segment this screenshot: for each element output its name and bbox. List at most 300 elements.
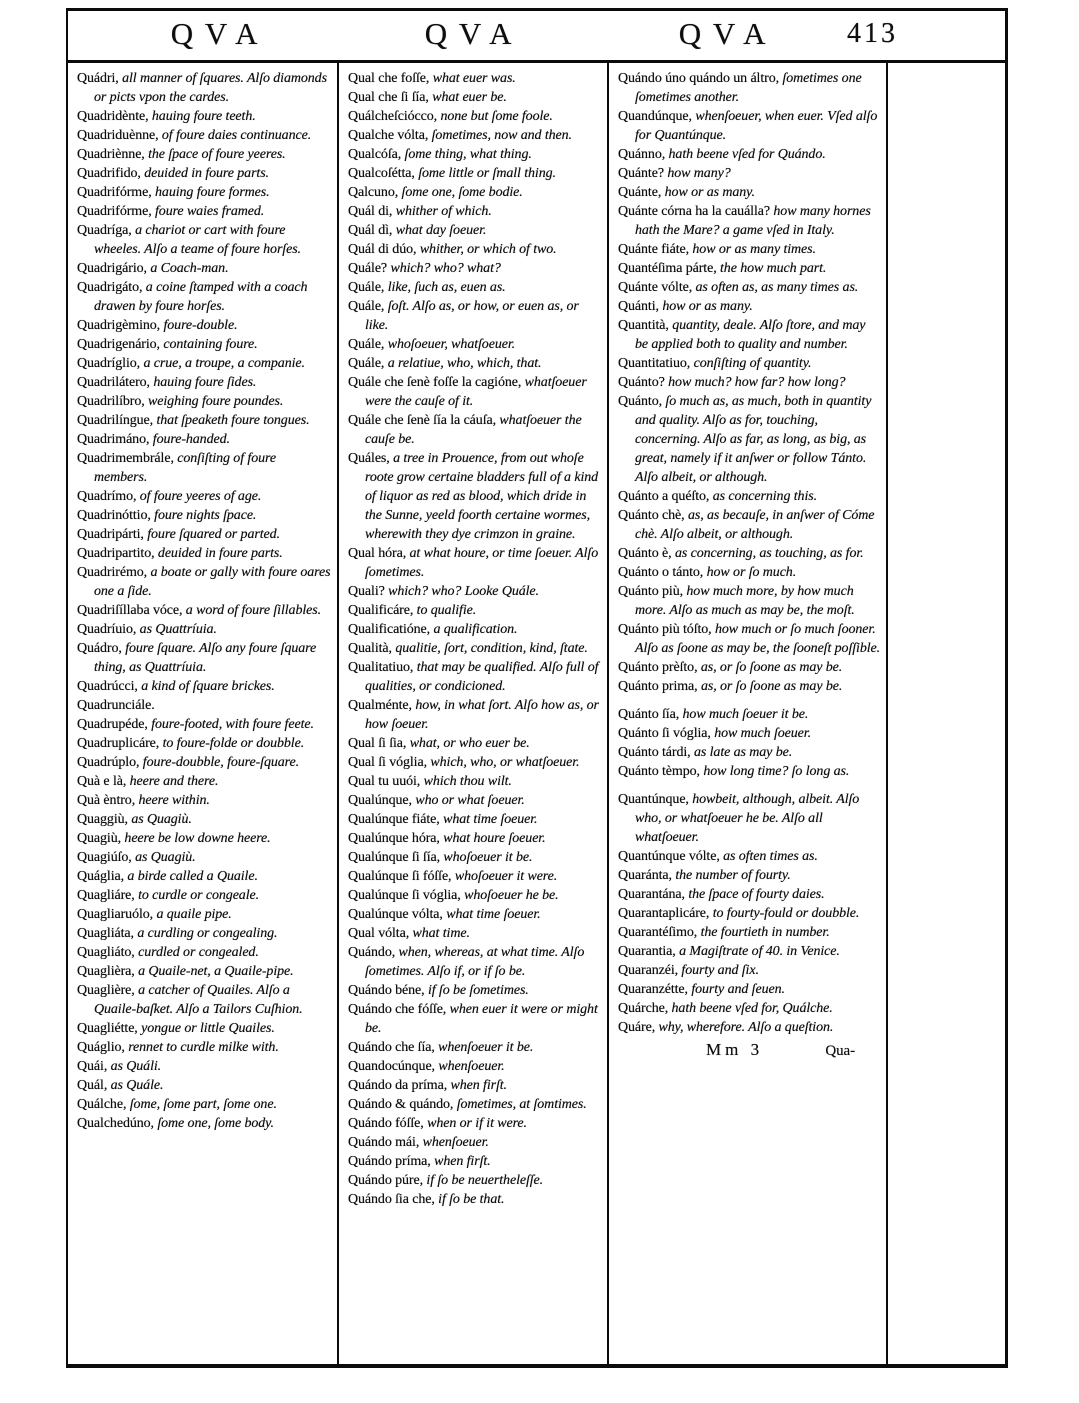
dictionary-entry [77,487,332,506]
dictionary-entry [618,743,881,762]
entry-headword: Quadrímo, [77,489,140,504]
dictionary-entry [77,810,332,829]
entry-definition: ſoſt. Alſo as, or how, or euen as, or like. [365,299,579,333]
entry-definition: a crue, a troupe, a companie. [143,356,305,371]
dictionary-entry [348,1152,602,1171]
entry-definition: when, whereas, at what time. Alſo ſometimes. Alſo if, or if ſo be. [365,945,585,979]
entry-definition: what houre ſoeuer. [443,831,546,846]
entry-definition: whoſoeuer, whatſoeuer. [387,337,516,352]
entry-definition: ſome one, ſome bodie. [401,185,523,200]
dictionary-entry [348,1000,602,1038]
entry-headword: Quále, [348,299,388,314]
dictionary-entry [348,88,602,107]
entry-definition: of foure yeeres of age. [139,489,262,504]
entry-headword: Quadrilíbro, [77,394,149,409]
entry-headword: Quándo, [348,945,399,960]
entry-headword: Quádro, [77,641,126,656]
entry-definition: the fourtieth in number. [700,925,830,940]
entry-definition: whoſoeuer it were. [454,869,558,884]
entry-headword: Quálche, [77,1097,130,1112]
entry-headword: Quarantia, [618,944,680,959]
dictionary-entry [77,734,332,753]
dictionary-entry [77,202,332,221]
entry-definition: if ſo be neuertheleſſe. [426,1173,544,1188]
entry-headword: Qualúnque ſi vóglia, [348,888,465,903]
entry-definition: which? who? what? [390,261,501,276]
entry-definition: ſome one, ſome body. [157,1116,274,1131]
dictionary-entry [618,506,881,544]
entry-definition: whenſoeuer. [422,1135,489,1150]
entry-definition: ſometimes, at ſomtimes. [456,1097,587,1112]
entry-definition: when euer it were or might be. [365,1002,598,1036]
entry-definition: ſome, ſome part, ſome one. [129,1097,277,1112]
entry-headword: Quádri, [77,71,123,86]
dictionary-entry [348,297,602,335]
entry-definition: whatſoeuer were the cauſe of it. [365,375,587,409]
entry-headword: Quánto? [618,375,669,390]
running-title-left: QVA [170,16,270,51]
dictionary-entry [77,316,332,335]
dictionary-entry [77,145,332,164]
entry-definition: heere within. [138,793,210,808]
dictionary-entry [77,829,332,848]
entry-headword: Quantúnque vólte, [618,849,724,864]
entry-headword: Qual tu uuói, [348,774,424,789]
entry-headword: Quadrifórme, [77,204,156,219]
entry-definition: how or as many. [664,185,755,200]
entry-headword: Quaranzéi, [618,963,682,978]
entry-headword: Quagliétte, [77,1021,142,1036]
signature-mark: Mm 3 [706,1040,764,1059]
entry-definition: how much more, by how much more. Alſo as much as may be, the moſt. [635,584,855,618]
dictionary-entry [77,525,332,544]
dictionary-entry [77,1057,332,1076]
dictionary-entry [348,601,602,620]
entry-definition: as often as, as many times as. [695,280,859,295]
entry-headword: Qualificáre, [348,603,417,618]
entry-headword: Quál di dúo, [348,242,420,257]
dictionary-entry [618,373,881,392]
dictionary-entry [618,563,881,582]
dictionary-entry [348,1076,602,1095]
dictionary-entry [348,107,602,126]
entry-headword: Quaránta, [618,868,676,883]
dictionary-entry [77,373,332,392]
dictionary-entry [77,164,332,183]
entry-headword: Quadriènne, [77,147,149,162]
entry-definition: the ſpace of foure yeeres. [148,147,286,162]
entry-headword: Quà e là, [77,774,130,789]
entry-headword: Qalcuno, [348,185,402,200]
entry-headword: Quánto tárdi, [618,745,694,760]
entry-definition: how much or ſo much ſooner. Alſo as ſoone as may be, the ſooneſt poſſible. [635,622,881,656]
entry-definition: a coine ſtamped with a coach drawen by foure horſes. [94,280,308,314]
entry-definition: hauing foure teeth. [151,109,256,124]
dictionary-entry [348,411,602,449]
dictionary-entry [77,335,332,354]
entry-headword: Qualificatióne, [348,622,434,637]
dictionary-entry [348,791,602,810]
entry-headword: Quarantána, [618,887,689,902]
entry-definition: as late as may be. [693,745,793,760]
dictionary-entry [348,1190,602,1209]
dictionary-entry [618,980,881,999]
entry-headword: Quarantaplicáre, [618,906,713,921]
entry-headword: Qualménte, [348,698,416,713]
dictionary-entry [77,449,332,487]
entry-headword: Quaglièra, [77,964,139,979]
entry-definition: how long time? ſo long as. [703,764,850,779]
dictionary-entry [618,582,881,620]
entry-headword: Quadrimáno, [77,432,153,447]
dictionary-entry [348,354,602,373]
entry-definition: yongue or little Quailes. [141,1021,275,1036]
dictionary-entry [77,924,332,943]
entry-headword: Quagliáre, [77,888,139,903]
entry-headword: Quantéſima párte, [618,261,720,276]
entry-headword: Qual che ſi ſía, [348,90,433,105]
dictionary-entry [348,278,602,297]
entry-definition: a chariot or cart with foure wheeles. Alſo a teame of foure horſes. [94,223,301,257]
entry-headword: Quarantéſimo, [618,925,701,940]
dictionary-entry [618,297,881,316]
entry-definition: a curdling or congealing. [137,926,278,941]
entry-definition: when or if it were. [427,1116,527,1131]
entry-headword: Quadrúplo, [77,755,143,770]
entry-definition: a qualification. [433,622,518,637]
dictionary-entry [77,1019,332,1038]
entry-headword: Quadripárti, [77,527,148,542]
dictionary-entry [618,885,881,904]
entry-definition: if ſo be that. [438,1192,505,1207]
dictionary-entry [618,278,881,297]
entry-definition: ſo much as, as much, both in quantity and quality. Alſo as for, touching, concerning. Alſo as far, as long, as big, as great, namely if it anſwer or follow Tánto. Alſo albeit, or although. [635,394,872,485]
dictionary-entry [618,1018,881,1037]
entry-headword: Quánto tèmpo, [618,764,704,779]
entry-definition: to foure-folde or doubble. [162,736,305,751]
entry-headword: Quánto ſi vóglia, [618,726,715,741]
entry-headword: Quál dì, [348,223,396,238]
dictionary-entry [348,183,602,202]
entry-definition: conſiſting of foure members. [94,451,276,485]
dictionary-entry [348,772,602,791]
entry-headword: Quánto ſía, [618,707,683,722]
dictionary-entry [348,1095,602,1114]
entry-definition: qualitie, ſort, condition, kind, ſtate. [395,641,588,656]
entry-definition: how or as many. [662,299,753,314]
running-title-right: QVA [678,16,778,51]
entry-headword: Quándo púre, [348,1173,427,1188]
entry-headword: Qualche vólta, [348,128,432,143]
column-3-entries [618,69,881,1037]
entry-definition: heere and there. [129,774,219,789]
dictionary-entry [618,999,881,1018]
entry-headword: Quándo & quándo, [348,1097,457,1112]
dictionary-entry [348,696,602,734]
entry-definition: a relatiue, who, which, that. [387,356,542,371]
entry-headword: Qualúnque hóra, [348,831,444,846]
dictionary-entry [77,601,332,620]
dictionary-entry [77,677,332,696]
entry-definition: howbeit, although, albeit. Alſo who, or whatſoeuer he be. Alſo all whatſoeuer. [635,792,860,845]
entry-definition: foure ſquared or parted. [147,527,280,542]
entry-headword: Quantità, [618,318,673,333]
dictionary-entry [348,1114,602,1133]
entry-headword: Quánti, [618,299,663,314]
dictionary-entry [618,107,881,145]
entry-headword: Quà èntro, [77,793,139,808]
entry-definition: hauing foure formes. [155,185,270,200]
entry-headword: Quárche, [618,1001,672,1016]
entry-headword: Quándo úno quándo un áltro, [618,71,783,86]
dictionary-entry [348,658,602,696]
entry-definition: hath beene vſed for Quándo. [668,147,826,162]
entry-definition: when firſt. [434,1154,491,1169]
entry-headword: Quagliaruólo, [77,907,157,922]
entry-definition: deuided in foure parts. [157,546,283,561]
entry-headword: Quaglière, [77,983,139,998]
dictionary-entry [348,1057,602,1076]
dictionary-entry [77,126,332,145]
entry-definition: fourty and ſeuen. [691,982,785,997]
entry-definition: to fourty-fould or doubble. [712,906,860,921]
entry-headword: Quánto prima, [618,679,701,694]
catchword: Qua- [825,1043,855,1059]
dictionary-entry [348,981,602,1000]
entry-headword: Quadrinóttio, [77,508,155,523]
entry-definition: which? who? Looke Quále. [388,584,539,599]
entry-definition: what euer was. [432,71,516,86]
entry-headword: Quagliáta, [77,926,138,941]
entry-definition: what, or who euer be. [409,736,530,751]
dictionary-entry [348,829,602,848]
entry-definition: ſometimes, now and then. [431,128,572,143]
entry-definition: who or what ſoeuer. [415,793,525,808]
entry-headword: Quadrunciále. [77,698,155,713]
entry-headword: Quándo mái, [348,1135,423,1150]
entry-headword: Quaranzétte, [618,982,692,997]
dictionary-entry [348,335,602,354]
entry-headword: Quánte fiáte, [618,242,693,257]
entry-headword: Quánto più, [618,584,687,599]
column-3 [609,63,886,1367]
entry-definition: what euer be. [432,90,507,105]
entry-headword: Quánno, [618,147,669,162]
entry-headword: Qualcoſétta, [348,166,419,181]
entry-headword: Quadriſíllaba vóce, [77,603,186,618]
entry-definition: curdled or congealed. [138,945,259,960]
entry-definition: ſometimes one ſometimes another. [635,71,862,105]
dictionary-entry [348,126,602,145]
entry-headword: Quadríga, [77,223,136,238]
entry-headword: Quantitatiuo, [618,356,694,371]
entry-definition: how many? [667,166,731,181]
dictionary-entry [77,354,332,373]
entry-definition: as Quagiù. [131,812,192,827]
dictionary-entry [77,867,332,886]
dictionary-entry [618,202,881,240]
entry-headword: Qualcóſa, [348,147,405,162]
dictionary-entry [348,259,602,278]
dictionary-entry [348,734,602,753]
dictionary-entry [618,724,881,743]
entry-definition: at what houre, or time ſoeuer. Alſo ſometimes. [365,546,599,580]
entry-definition: how much ſoeuer it be. [682,707,809,722]
entry-definition: if ſo be ſometimes. [427,983,529,998]
dictionary-entry [618,904,881,923]
entry-headword: Quánte vólte, [618,280,696,295]
entry-headword: Quantúnque, [618,792,693,807]
entry-definition: to curdle or congeale. [138,888,260,903]
dictionary-entry [77,639,332,677]
dictionary-entry [77,1114,332,1133]
entry-headword: Quagiù, [77,831,125,846]
entry-definition: fourty and ſix. [681,963,759,978]
dictionary-entry [77,696,332,715]
dictionary-entry [618,847,881,866]
entry-headword: Quándo ſia che, [348,1192,439,1207]
dictionary-entry [77,430,332,449]
entry-headword: Quáglio, [77,1040,129,1055]
dictionary-entry [348,753,602,772]
dictionary-entry [618,658,881,677]
entry-headword: Quále, [348,356,388,371]
entry-definition: as concerning this. [712,489,817,504]
entry-headword: Quándo príma, [348,1154,435,1169]
entry-definition: a Magiſtrate of 40. in Venice. [679,944,840,959]
column-2 [339,63,607,1367]
entry-headword: Qualúnque ſi fóſſe, [348,869,455,884]
dictionary-entry [348,924,602,943]
entry-headword: Quadríglio, [77,356,144,371]
entry-definition: as Quále. [110,1078,164,1093]
dictionary-entry [618,487,881,506]
dictionary-entry [77,69,332,107]
dictionary-entry [77,943,332,962]
entry-headword: Quaggiù, [77,812,132,827]
entry-headword: Quadrigèmino, [77,318,164,333]
entry-headword: Quándo béne, [348,983,428,998]
entry-headword: Quánto chè, [618,508,688,523]
dictionary-entry [77,1076,332,1095]
entry-definition: heere be low downe heere. [124,831,271,846]
entry-definition: conſiſting of quantity. [693,356,812,371]
dictionary-entry [618,942,881,961]
dictionary-entry [618,145,881,164]
entry-headword: Qualúnque vólta, [348,907,447,922]
entry-headword: Quále? [348,261,391,276]
entry-headword: Quadrirémo, [77,565,151,580]
entry-headword: Quadrúcci, [77,679,142,694]
dictionary-entry [348,1171,602,1190]
entry-definition: containing foure. [163,337,258,352]
entry-definition: as Quáli. [110,1059,162,1074]
entry-headword: Quadrilátero, [77,375,154,390]
entry-headword: Quálcheſciócco, [348,109,441,124]
entry-headword: Qualúnque, [348,793,416,808]
entry-definition: like, ſuch as, euen as. [387,280,506,295]
entry-definition: how much ſoeuer. [714,726,811,741]
entry-definition: a Quaile-net, a Quaile-pipe. [138,964,294,979]
dictionary-entry [618,164,881,183]
entry-definition: which, who, or whatſoeuer. [430,755,580,770]
entry-headword: Quáles, [348,451,394,466]
dictionary-entry [348,848,602,867]
entry-headword: Quadridènte, [77,109,152,124]
dictionary-entry [77,107,332,126]
entry-definition: whoſoeuer he be. [464,888,559,903]
dictionary-entry [77,962,332,981]
entry-headword: Quagiúſo, [77,850,136,865]
entry-definition: what day ſoeuer. [395,223,487,238]
entry-headword: Quadrimembrále, [77,451,178,466]
entry-definition: rennet to curdle milke with. [128,1040,279,1055]
dictionary-entry [618,183,881,202]
dictionary-entry [348,620,602,639]
entry-headword: Quándo da príma, [348,1078,451,1093]
entry-definition: the ſpace of fourty daies. [688,887,825,902]
dictionary-entry [348,1133,602,1152]
entry-definition: weighing foure poundes. [148,394,284,409]
dictionary-entry [77,905,332,924]
dictionary-entry [618,392,881,487]
dictionary-entry [77,506,332,525]
entry-definition: foure nights ſpace. [154,508,257,523]
entry-headword: Quále che ſenè foſſe la cagióne, [348,375,525,390]
dictionary-entry [77,544,332,563]
entry-headword: Quadrifido, [77,166,145,181]
entry-definition: whenſoeuer, when euer. Vſed alſo for Quantúnque. [635,109,878,143]
entry-definition: to qualifie. [416,603,477,618]
entry-headword: Quadrigáto, [77,280,146,295]
dictionary-entry [348,1038,602,1057]
entry-definition: foure-handed. [152,432,230,447]
dictionary-entry [348,69,602,88]
entry-definition: what time. [412,926,470,941]
entry-headword: Qual hóra, [348,546,410,561]
entry-definition: hath beene vſed for, Quálche. [671,1001,833,1016]
entry-headword: Quánte? [618,166,668,181]
entry-definition: a word of foure ſillables. [185,603,321,618]
dictionary-entry [77,392,332,411]
entry-definition: deuided in foure parts. [144,166,269,181]
entry-headword: Quándo che ſía, [348,1040,439,1055]
dictionary-entry [77,753,332,772]
dictionary-entry [77,981,332,1019]
entry-definition: as, or ſo ſoone as may be. [700,660,843,675]
dictionary-entry [348,240,602,259]
column-footer [618,1040,881,1061]
entry-headword: Quál di, [348,204,396,219]
entry-headword: Quagliáto, [77,945,139,960]
entry-headword: Qualchedúno, [77,1116,158,1131]
entry-definition: all manner of ſquares. Alſo diamonds or picts vpon the cardes. [94,71,327,105]
entry-definition: whither, or which of two. [419,242,557,257]
entry-definition: how, in what ſort. Alſo how as, or how ſoeuer. [365,698,599,732]
entry-definition: foure waies framed. [155,204,265,219]
entry-definition: why, wherefore. Alſo a queſtion. [658,1020,834,1035]
entry-headword: Quále, [348,337,388,352]
dictionary-entry [77,848,332,867]
dictionary-entry [618,240,881,259]
entry-headword: Quánte córna ha la cauálla? [618,204,774,219]
entry-headword: Quadrigenário, [77,337,164,352]
entry-headword: Quándo che fóſſe, [348,1002,450,1017]
entry-definition: whither of which. [395,204,492,219]
entry-definition: a catcher of Quailes. Alſo a Quaile-baſket. Alſo a Tailors Cuſhion. [94,983,303,1017]
entry-definition: which thou wilt. [423,774,512,789]
entry-definition: a birde called a Quaile. [127,869,258,884]
